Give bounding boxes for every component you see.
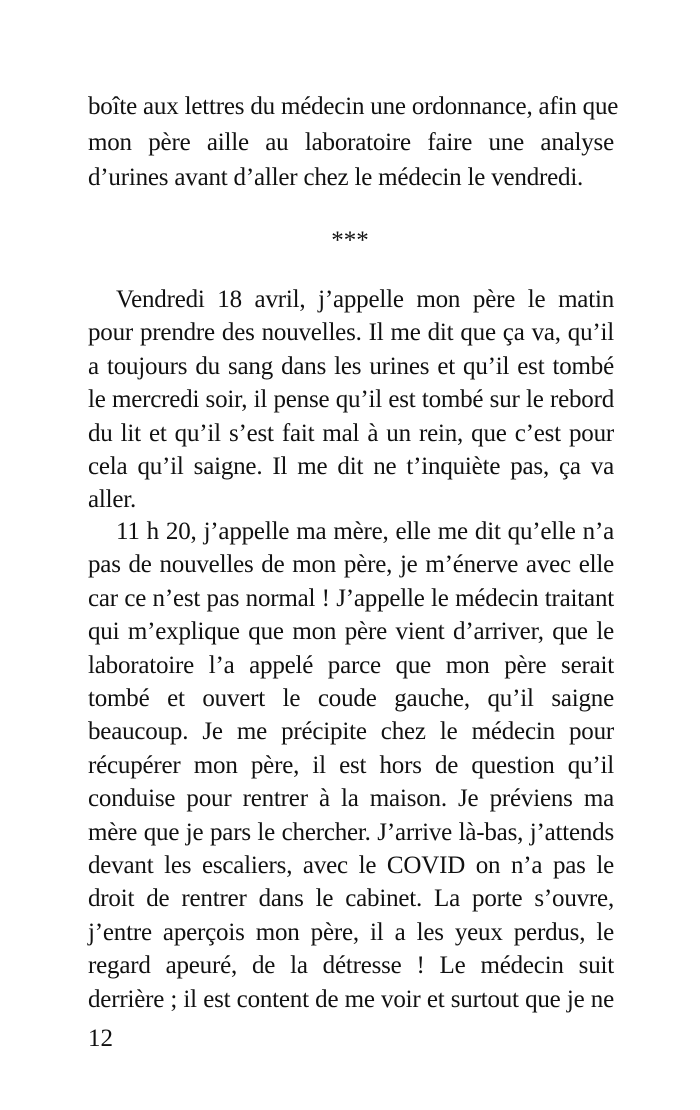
text-line: j’entre aperçois mon père, il a les yeux perdus, le [88, 918, 614, 946]
text-line: derrière ; il est content de me voir et surtout que je ne [88, 985, 614, 1013]
text-line: le mercredi soir, il pense qu’il est tombé sur le rebord [88, 386, 614, 414]
text-line: a toujours du sang dans les urines et qu’il est tombé [88, 352, 614, 380]
text-line: pour prendre des nouvelles. Il me dit que ça va, qu’il [88, 319, 614, 347]
text-line: regard apeuré, de la détresse ! Le médecin suit [88, 952, 614, 980]
text-line: mon père aille au laboratoire faire une analyse [88, 128, 614, 156]
text-line: laboratoire l’a appelé parce que mon père serait [88, 651, 614, 679]
text-line: conduise pour rentrer à la maison. Je préviens ma [88, 785, 614, 813]
section-separator: *** [331, 227, 369, 254]
page-number: 12 [88, 1025, 113, 1052]
text-line: du lit et qu’il s’est fait mal à un rein, que c’est pour [88, 419, 614, 447]
text-line: cela qu’il saigne. Il me dit ne t’inquiète pas, ça va [88, 453, 614, 480]
text-line: qui m’explique que mon père vient d’arriver, que le [88, 618, 614, 646]
text-line: aller. [88, 486, 137, 514]
text-line: car ce n’est pas normal ! J’appelle le médecin traitant [88, 584, 614, 612]
text-line: devant les escaliers, avec le COVID on n’a pas le [88, 852, 614, 879]
text-line: mère que je pars le chercher. J’arrive là-bas, j’attends [88, 818, 614, 846]
text-line: boîte aux lettres du médecin une ordonnance, afin que [88, 93, 619, 120]
text-line: tombé et ouvert le coude gauche, qu’il saigne [88, 685, 614, 712]
text-line: Vendredi 18 avril, j’appelle mon père le matin [116, 286, 614, 313]
text-line: récupérer mon père, il est hors de question qu’il [88, 751, 614, 779]
text-line: droit de rentrer dans le cabinet. La porte s’ouvre, [88, 885, 614, 913]
text-line: beaucoup. Je me précipite chez le médecin pour [88, 718, 614, 746]
text-line: pas de nouvelles de mon père, je m’énerve avec elle [88, 551, 614, 579]
text-line: d’urines avant d’aller chez le médecin le vendredi. [88, 164, 584, 191]
text-line: 11 h 20, j’appelle ma mère, elle me dit qu’elle n’a [116, 518, 614, 545]
